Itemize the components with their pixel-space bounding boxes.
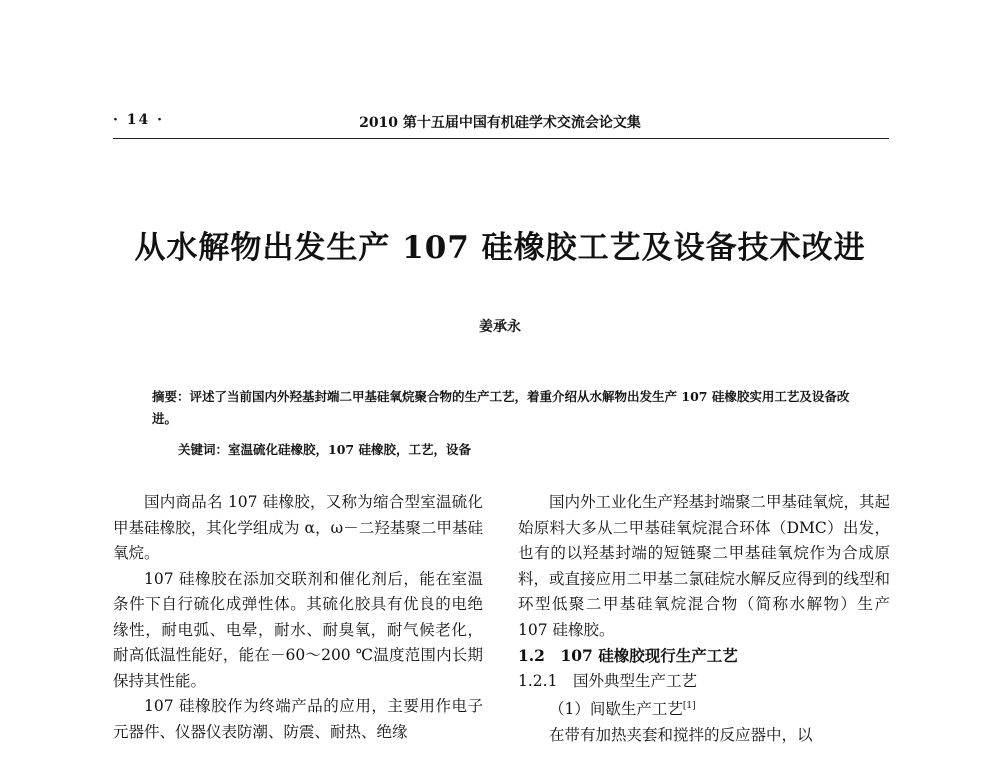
paragraph: 107 硅橡胶作为终端产品的应用，主要用作电子元器件、仪器仪表防潮、防震、耐热、绝缘 (113, 697, 483, 741)
header-rule (113, 138, 889, 139)
abstract (152, 386, 852, 430)
keywords-label: 关键词： (178, 442, 229, 457)
subsection-heading: 1.2.1 国外典型生产工艺 (518, 671, 697, 690)
section-heading: 1.2 107 硅橡胶现行生产工艺 (518, 646, 738, 665)
paragraph: 107 硅橡胶在添加交联剂和催化剂后，能在室温条件下自行硫化成弹性体。其硫化胶具有优良的电绝缘性，耐电弧、电晕，耐水、耐臭氧，耐气候老化，耐高低温性能好，能在－60～200 ℃温度范围内长期保持其性能。 (113, 569, 483, 690)
page-number: · 14 · (113, 112, 164, 128)
journal-title: 2010 第十五届中国有机硅学术交流会论文集 (359, 115, 641, 131)
item-text: （1）间歇生产工艺 (549, 700, 683, 719)
abstract-label: 摘要： (152, 389, 190, 404)
paragraph: 在带有加热夹套和搅拌的反应器中，以 (549, 725, 813, 744)
right-column (518, 490, 890, 748)
citation-ref: [1] (682, 701, 696, 711)
keywords (178, 440, 471, 458)
author-name: 姜承永 (479, 319, 521, 335)
paragraph: 国内外工业化生产羟基封端聚二甲基硅氧烷，其起始原料大多从二甲基硅氧烷混合环体（DMC）出发，也有的以羟基封端的短链聚二甲基硅氧烷作为合成原料，或直接应用二甲基二氯硅烷水解反应得到的线型和环型低聚二甲基硅氧烷混合物（简称水解物）生产 107 硅橡胶。 (518, 493, 891, 639)
running-header (0, 112, 1000, 136)
keywords-text: 室温硫化硅橡胶，107 硅橡胶，工艺，设备 (228, 442, 471, 457)
list-item (518, 694, 890, 723)
left-column (113, 490, 483, 745)
paper-title: 从水解物出发生产 107 硅橡胶工艺及设备技术改进 (134, 230, 866, 266)
abstract-text: 评述了当前国内外羟基封端二甲基硅氧烷聚合物的生产工艺，着重介绍从水解物出发生产 107 硅橡胶实用工艺及设备改进。 (152, 389, 850, 426)
paragraph: 国内商品名 107 硅橡胶，又称为缩合型室温硫化甲基硅橡胶，其化学组成为 α，ω－二羟基聚二甲基硅氧烷。 (113, 493, 483, 562)
